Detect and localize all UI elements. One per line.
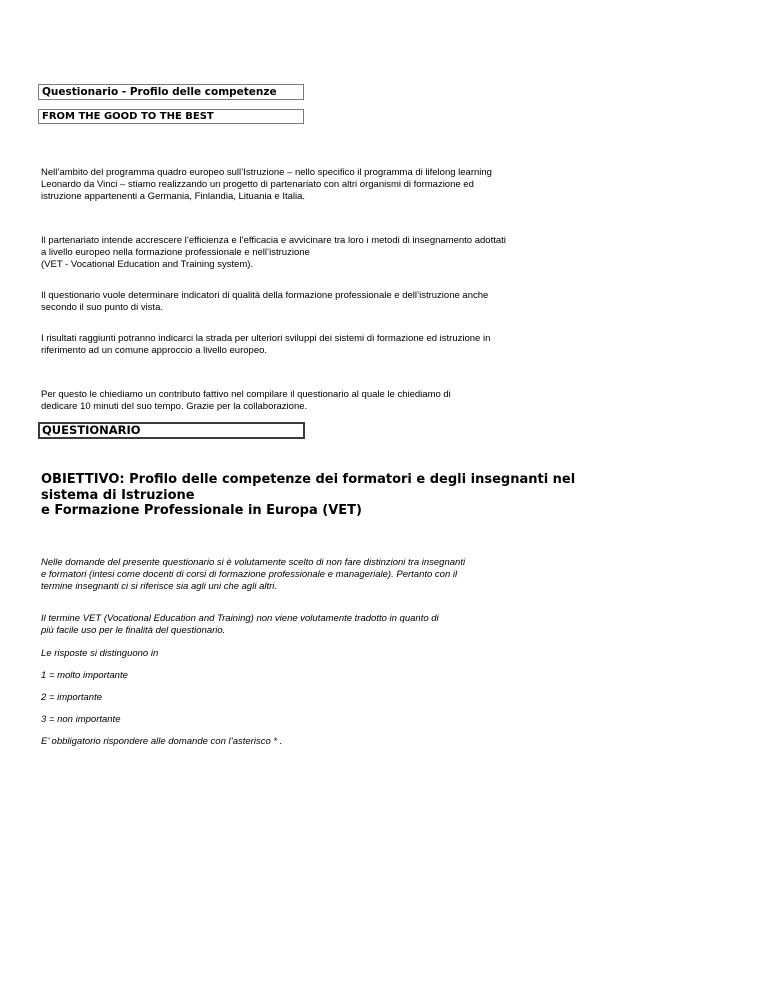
text-line: e formatori (intesi come docenti di corsi di formazione professionale e manageriale). Pertanto con il	[41, 569, 458, 581]
scale-item-3	[41, 714, 120, 726]
note-paragraph-3	[41, 648, 158, 660]
text-line: Leonardo da Vinci – stiamo realizzando un progetto di partenariato con altri organismi di formazione ed	[41, 179, 474, 191]
scale-item-1	[41, 670, 128, 682]
section-heading: QUESTIONARIO	[42, 423, 141, 437]
intro-paragraph-2	[41, 235, 506, 272]
text-line: I risultati raggiunti potranno indicarci la strada per ulteriori sviluppi dei sistemi di formazione ed istruzione in	[41, 333, 491, 344]
text-line: Il partenariato intende accrescere l’efficienza e l’efficacia e avvicinare tra loro i metodi di insegnamento adottati	[41, 235, 506, 246]
text-line: 1 = molto importante	[41, 670, 128, 681]
text-line: Il questionario vuole determinare indicatori di qualità della formazione professionale e dell’istruzione anche	[41, 290, 489, 301]
text-line: più facile uso per le finalità del questionario.	[41, 625, 226, 637]
intro-paragraph-4	[41, 333, 490, 357]
text-line: Nelle domande del presente questionario si è volutamente scelto di non fare distinzioni tra insegnanti	[41, 557, 466, 568]
text-line: e Formazione Professionale in Europa (VET)	[41, 503, 362, 518]
text-line: sistema di Istruzione	[41, 487, 195, 503]
text-line: Il termine VET (Vocational Education and Training) non viene volutamente tradotto in quanto di	[41, 613, 439, 624]
text-line: 3 = non importante	[41, 714, 121, 725]
text-line: Nell’ambito del programma quadro europeo sull’Istruzione – nello specifico il programma di lifelong learning	[41, 167, 492, 178]
text-line: istruzione appartenenti a Germania, Finlandia, Lituania e Italia.	[41, 191, 306, 203]
document-subtitle-box	[38, 109, 304, 124]
text-line: dedicare 10 minuti del suo tempo. Grazie per la collaborazione.	[41, 401, 308, 413]
objective-title	[41, 472, 575, 519]
intro-paragraph-3	[41, 290, 488, 314]
section-heading-box	[38, 422, 305, 439]
text-line: E’ obbligatorio rispondere alle domande con l’asterisco * .	[41, 736, 283, 747]
text-line: a livello europeo nella formazione professionale e nell’istruzione	[41, 247, 310, 259]
note-paragraph-1	[41, 557, 465, 594]
text-line: Le risposte si distinguono in	[41, 648, 159, 659]
document-title: Questionario - Profilo delle competenze	[42, 86, 277, 98]
text-line: secondo il suo punto di vista.	[41, 302, 163, 314]
text-line: OBIETTIVO: Profilo delle competenze dei formatori e degli insegnanti nel	[41, 472, 576, 487]
intro-paragraph-1	[41, 167, 492, 204]
text-line: riferimento ad un comune approccio a livello europeo.	[41, 345, 268, 357]
document-title-box	[38, 84, 304, 100]
note-paragraph-2	[41, 613, 439, 637]
intro-paragraph-5	[41, 389, 451, 413]
scale-item-2	[41, 692, 102, 704]
text-line: Per questo le chiediamo un contributo fattivo nel compilare il questionario al quale le chiediamo di	[41, 389, 451, 400]
mandatory-note	[41, 736, 282, 748]
text-line: termine insegnanti ci si riferisce sia agli uni che agli altri.	[41, 581, 278, 593]
document-subtitle: FROM THE GOOD TO THE BEST	[42, 111, 214, 122]
text-line: (VET - Vocational Education and Training system).	[41, 259, 254, 271]
text-line: 2 = importante	[41, 692, 102, 703]
